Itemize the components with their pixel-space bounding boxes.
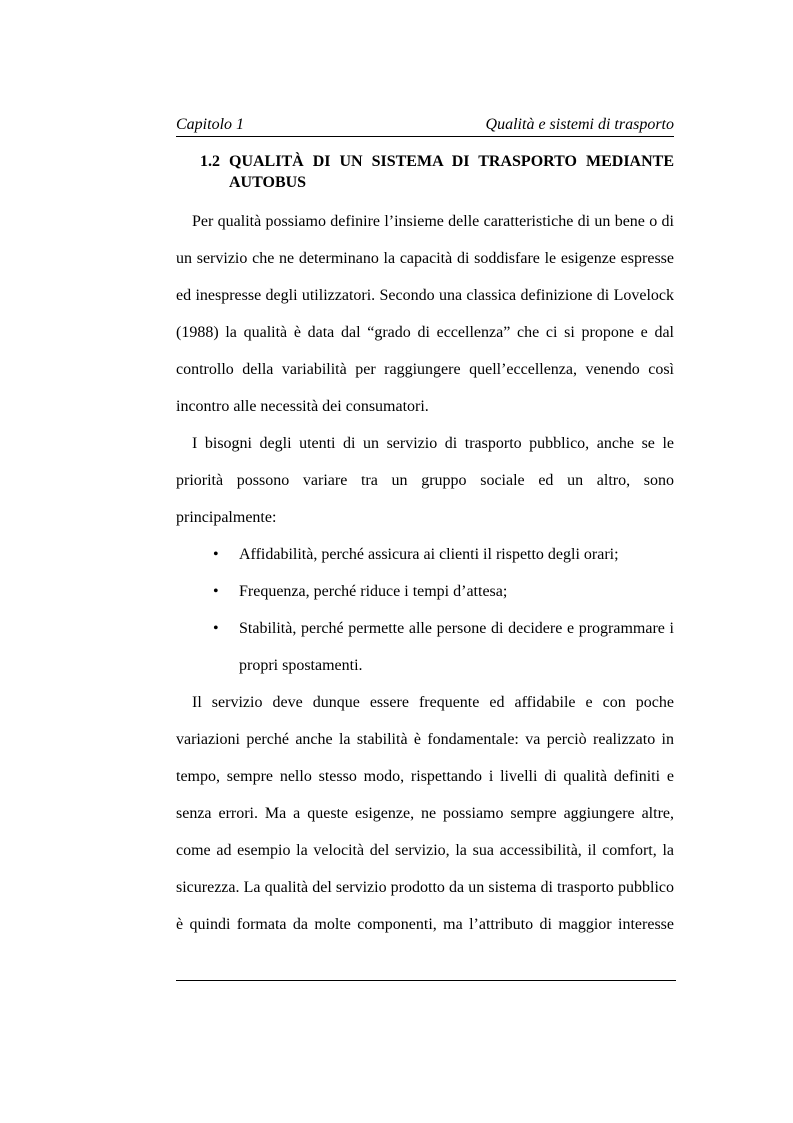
section-number: 1.2 [200, 153, 220, 170]
paragraph-3-line: variazioni perché anche la stabilità è fondamentale: va perciò realizzato in [176, 731, 674, 748]
bullet-item: Stabilità, perché permette alle persone di decidere e programmare i [239, 620, 674, 637]
bullet-item: Affidabilità, perché assicura ai clienti il rispetto degli orari; [239, 546, 619, 563]
running-header [176, 114, 674, 137]
bullet-item: Frequenza, perché riduce i tempi d’attesa; [239, 583, 508, 600]
paragraph-3-line: tempo, sempre nello stesso modo, rispettando i livelli di qualità definiti e [176, 768, 674, 785]
bullet-icon: • [213, 546, 219, 563]
paragraph-3-line: Il servizio deve dunque essere frequente ed affidabile e con poche [192, 694, 674, 711]
paragraph-1-line: Per qualità possiamo definire l’insieme delle caratteristiche di un bene o di [192, 213, 674, 230]
chapter-title: Qualità e sistemi di trasporto [485, 116, 674, 133]
section-title: QUALITÀ DI UN SISTEMA DI TRASPORTO MEDIANTE AUTOBUS [229, 153, 674, 191]
chapter-label: Capitolo 1 [176, 116, 245, 133]
paragraph-2-line: principalmente: [176, 509, 277, 526]
paragraph-3-line: senza errori. Ma a queste esigenze, ne possiamo sempre aggiungere altre, [176, 805, 674, 822]
paragraph-1-line: (1988) la qualità è data dal “grado di eccellenza” che ci si propone e dal [176, 324, 674, 341]
paragraph-3-line: è quindi formata da molte componenti, ma l’attributo di maggior interesse [176, 916, 674, 933]
bullet-icon: • [213, 583, 219, 600]
paragraph-2-line: priorità possono variare tra un gruppo sociale ed un altro, sono [176, 472, 674, 489]
paragraph-1-line: un servizio che ne determinano la capacità di soddisfare le esigenze espresse [176, 250, 674, 267]
paragraph-3-line: come ad esempio la velocità del servizio, la sua accessibilità, il comfort, la [176, 842, 674, 859]
bullet-item-continuation: propri spostamenti. [239, 657, 363, 674]
paragraph-3-line: sicurezza. La qualità del servizio prodotto da un sistema di trasporto pubblico [176, 879, 674, 896]
bullet-icon: • [213, 620, 219, 637]
paragraph-1-line: controllo della variabilità per raggiungere quell’eccellenza, venendo così [176, 361, 674, 378]
paragraph-2-line: I bisogni degli utenti di un servizio di trasporto pubblico, anche se le [192, 435, 674, 452]
paragraph-1-line: ed inespresse degli utilizzatori. Secondo una classica definizione di Lovelock [176, 287, 674, 304]
footer-rule [176, 980, 676, 981]
paragraph-1-line: incontro alle necessità dei consumatori. [176, 398, 429, 415]
